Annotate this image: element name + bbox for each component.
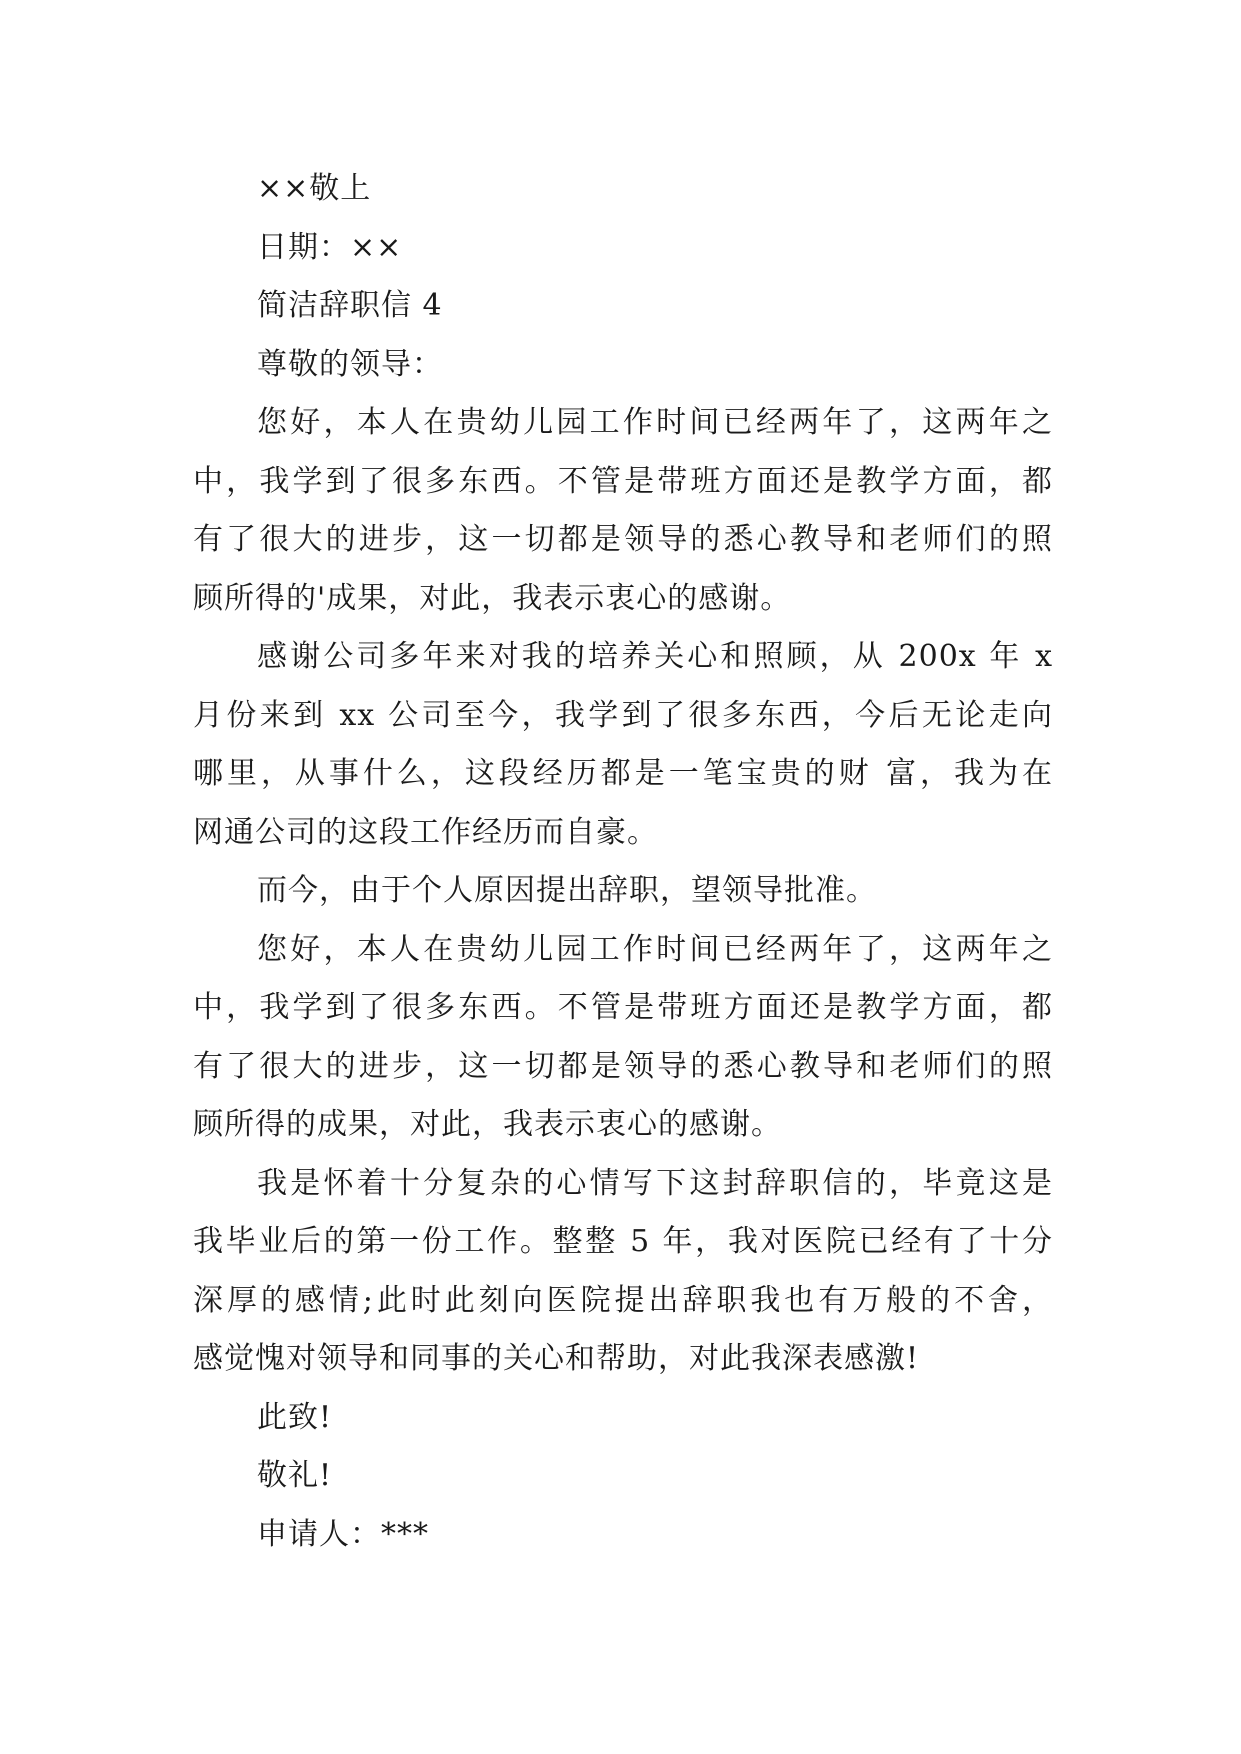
text-line: 简洁辞职信 4 <box>257 288 443 323</box>
text-line: 而今，由于个人原因提出辞职，望领导批准。 <box>257 873 877 908</box>
text-line: 哪里，从事什么，这段经历都是一笔宝贵的财 富，我为在 <box>193 756 1053 791</box>
text-line: 感觉愧对领导和同事的关心和帮助，对此我深表感激! <box>193 1341 920 1376</box>
text-line: 您好，本人在贵幼儿园工作时间已经两年了，这两年之 <box>257 405 1053 440</box>
letter-body <box>193 160 1053 1564</box>
text-line: 日期：×× <box>257 229 403 265</box>
text-line: 网通公司的这段工作经历而自豪。 <box>193 814 658 850</box>
text-line: 敬礼! <box>257 1458 333 1493</box>
text-line: 尊敬的领导： <box>257 346 443 382</box>
text-line: ××敬上 <box>257 171 372 206</box>
text-line: 有了很大的进步，这一切都是领导的悉心教导和老师们的照 <box>193 1048 1053 1084</box>
text-line: 此致! <box>257 1399 333 1435</box>
text-line: 中，我学到了很多东西。不管是带班方面还是教学方面，都 <box>193 990 1053 1025</box>
text-line: 深厚的感情;此时此刻向医院提出辞职我也有万般的不舍， <box>193 1282 1053 1318</box>
text-line: 您好，本人在贵幼儿园工作时间已经两年了，这两年之 <box>257 931 1053 967</box>
text-line: 顾所得的'成果，对此，我表示衷心的感谢。 <box>193 580 792 616</box>
text-line: 有了很大的进步，这一切都是领导的悉心教导和老师们的照 <box>193 522 1053 557</box>
text-line: 中，我学到了很多东西。不管是带班方面还是教学方面，都 <box>193 463 1053 499</box>
text-line: 感谢公司多年来对我的培养关心和照顾，从 200x 年 x <box>257 639 1053 674</box>
text-line: 我是怀着十分复杂的心情写下这封辞职信的，毕竟这是 <box>257 1165 1053 1201</box>
text-line: 月份来到 xx 公司至今，我学到了很多东西，今后无论走向 <box>193 697 1053 733</box>
text-line: 我毕业后的第一份工作。整整 5 年，我对医院已经有了十分 <box>193 1224 1053 1259</box>
text-line: 申请人：*** <box>257 1516 429 1552</box>
text-line: 顾所得的成果，对此，我表示衷心的感谢。 <box>193 1107 782 1142</box>
